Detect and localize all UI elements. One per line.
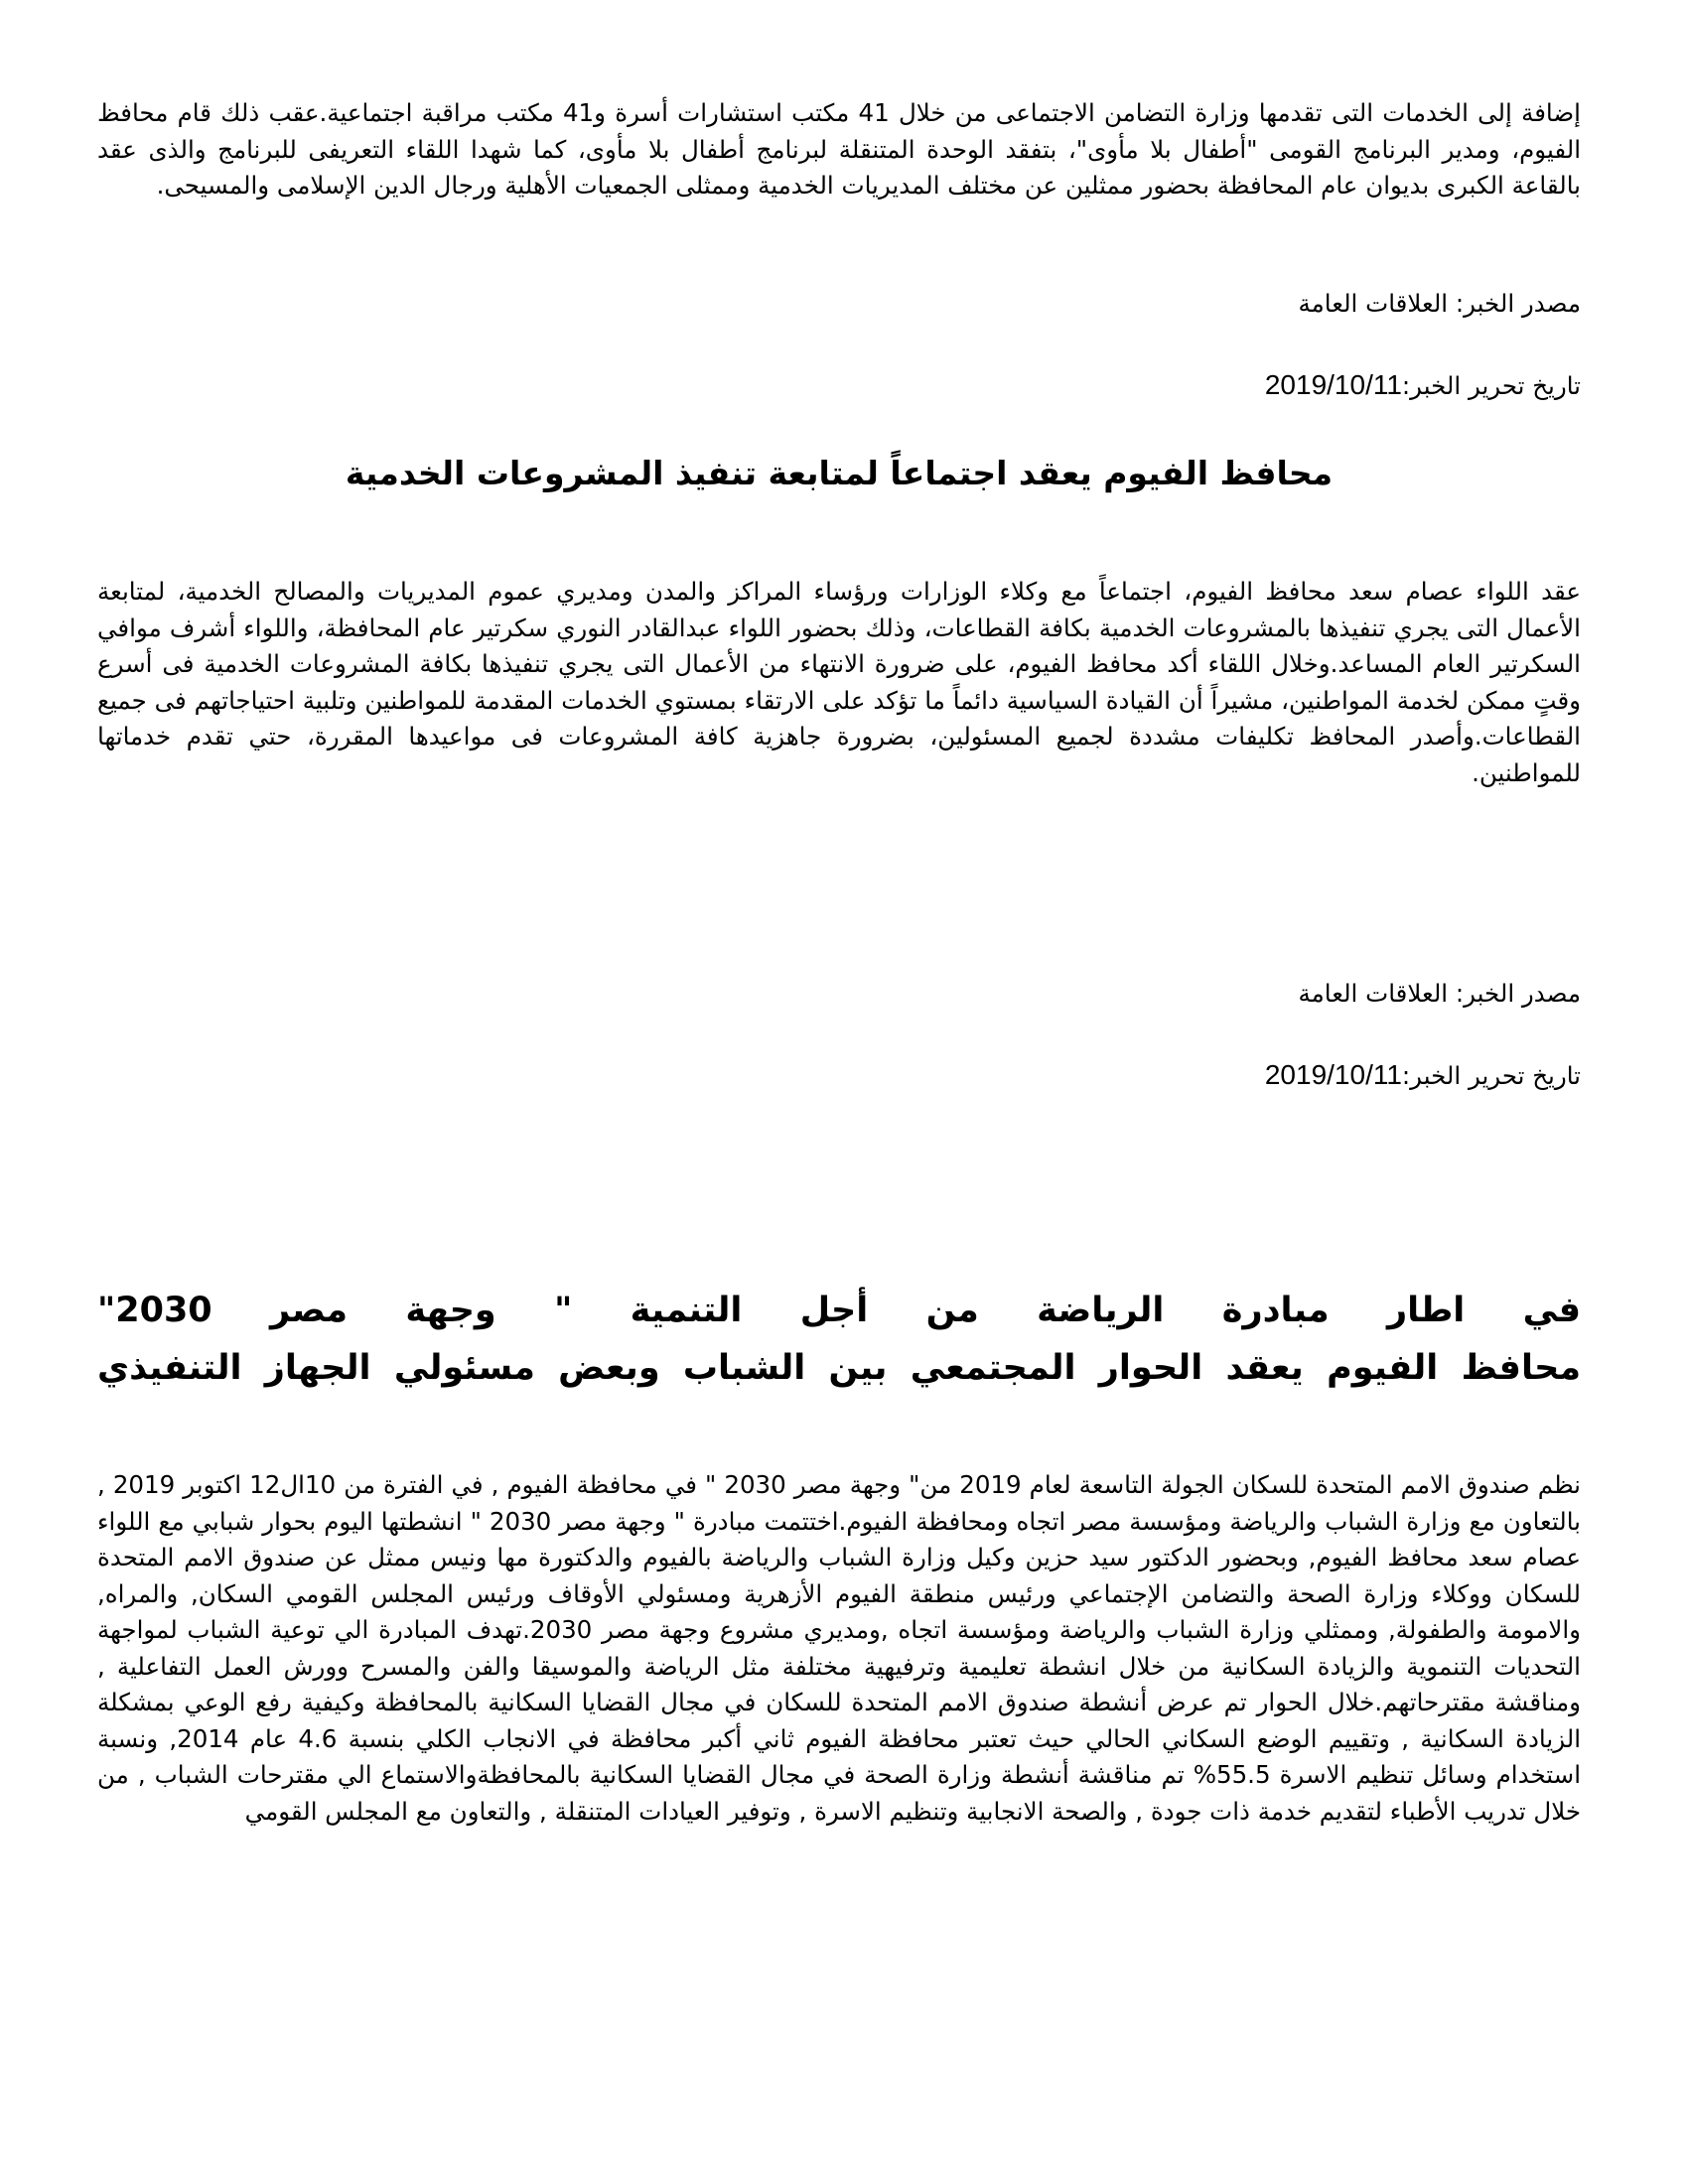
item1-source-line xyxy=(97,286,1581,322)
intro-paragraph: إضافة إلى الخدمات التى تقدمها وزارة التضامن الاجتماعى من خلال 41 مكتب استشارات أسرة و41 مكتب مراقبة اجتماعية.عقب ذلك قام محافظ الفيوم، ومدير البرنامج القومى "أطفال بلا مأوى"، بتفقد الوحدة المتنقلة لبرنامج أطفال بلا مأوى، كما شهدا اللقاء التعريفى للبرنامج والذى عقد بالقاعة الكبرى بديوان عام المحافظة بحضور ممثلين عن مختلف المديريات الخدمية وممثلى الجمعيات الأهلية ورجال الدين الإسلامى والمسيحى. xyxy=(97,98,1581,200)
news-date-value: 2019/10/11 xyxy=(1264,1059,1402,1090)
news-date-label: تاريخ تحرير الخبر: xyxy=(1401,371,1581,400)
article-source-line xyxy=(97,976,1581,1012)
article-body-section xyxy=(97,574,1581,791)
article3-title-line2: محافظ الفيوم يعقد الحوار المجتمعي بين الشباب وبعض مسئولي الجهاز التنفيذي xyxy=(97,1348,1581,1388)
item1-date-line xyxy=(97,367,1581,404)
news-date xyxy=(97,1057,1581,1094)
news-source: مصدر الخبر: العلاقات العامة xyxy=(1298,979,1581,1008)
article-date-line xyxy=(97,1057,1581,1094)
news-date-value: 2019/10/11 xyxy=(1264,369,1402,400)
news-date-label: تاريخ تحرير الخبر: xyxy=(1401,1061,1581,1090)
article3-title xyxy=(97,1284,1581,1395)
article3-title-line1: في اطار مبادرة الرياضة من أجل التنمية " وجهة مصر 2030" xyxy=(97,1291,1581,1330)
article3-body: نظم صندوق الامم المتحدة للسكان الجولة التاسعة لعام 2019 من" وجهة مصر 2030 " في محافظة الفيوم , في الفترة من 10ال12 اكتوبر 2019 , بالتعاون مع وزارة الشباب والرياضة ومؤسسة مصر اتجاه ومحافظة الفيوم.اختتمت مبادرة " وجهة مصر 2030 " انشطتها اليوم بحوار شبابي مع اللواء عصام سعد محافظ الفيوم, وبحضور الدكتور سيد حزين وكيل وزارة الشباب والرياضة بالفيوم والدكتورة مها ونيس ممثل عن صندوق الامم المتحدة للسكان ووكلاء وزارة الصحة والتضامن الإجتماعي ورئيس منطقة الفيوم الأزهرية ومسئولي الأوقاف ورئيس المجلس القومي السكان, والمراه, والامومة والطفولة, وممثلي وزارة الشباب والرياضة ومؤسسة اتجاه ,ومديري مشروع وجهة مصر 2030.تهدف المبادرة الي توعية الشباب لمواجهة التحديات التنموية والزيادة السكانية من خلال انشطة تعليمية وترفيهية مختلفة مثل الرياضة والموسيقا والفن والمسرح وورش العمل التفاعلية , ومناقشة مقترحاتهم.خلال الحوار تم عرض أنشطة صندوق الامم المتحدة للسكان في مجال القضايا السكانية بالمحافظة وكيفية رفع الوعي بمشكلة الزيادة السكانية , وتقييم الوضع السكاني الحالي حيث تعتبر محافظة الفيوم ثاني أكبر محافظة في الانجاب الكلي بنسبة 4.6 عام 2014, ونسبة استخدام وسائل تنظيم الاسرة 55.5% تم مناقشة أنشطة وزارة الصحة في مجال القضايا السكانية بالمحافظةوالاستماع الي مقترحات الشباب , من خلال تدريب الأطباء لتقديم خدمة ذات جودة , والصحة الانجابية وتنظيم الاسرة , وتوفير العيادات المتنقلة , والتعاون مع المجلس القومي xyxy=(97,1470,1582,1826)
article-body: عقد اللواء عصام سعد محافظ الفيوم، اجتماعاً مع وكلاء الوزارات ورؤساء المراكز والمدن ومديري عموم المديريات والمصالح الخدمية، لمتابعة الأعمال التى يجري تنفيذها بالمشروعات الخدمية بكافة القطاعات، وذلك بحضور اللواء عبدالقادر النوري سكرتير عام المحافظة، واللواء أشرف موافي السكرتير العام المساعد.وخلال اللقاء أكد محافظ الفيوم، على ضرورة الانتهاء من الأعمال التى يجري تنفيذها بكافة المشروعات الخدمية فى أسرع وقتٍ ممكن لخدمة المواطنين، مشيراً أن القيادة السياسية دائماً ما تؤكد على الارتقاء بمستوي الخدمات المقدمة للمواطنين وتلبية احتياجاتهم فى جميع القطاعات.وأصدر المحافظ تكليفات مشددة لجميع المسئولين، بضرورة جاهزية كافة المشروعات فى مواعيدها المقررة، حتي تقدم خدماتها للمواطنين. xyxy=(97,577,1581,787)
intro-section xyxy=(97,95,1581,205)
article-title: محافظ الفيوم يعقد اجتماعاً لمتابعة تنفيذ المشروعات الخدمية xyxy=(345,454,1334,492)
news-date xyxy=(97,367,1581,404)
news-source: مصدر الخبر: العلاقات العامة xyxy=(1298,289,1581,318)
article3-body-section xyxy=(97,1467,1581,1830)
